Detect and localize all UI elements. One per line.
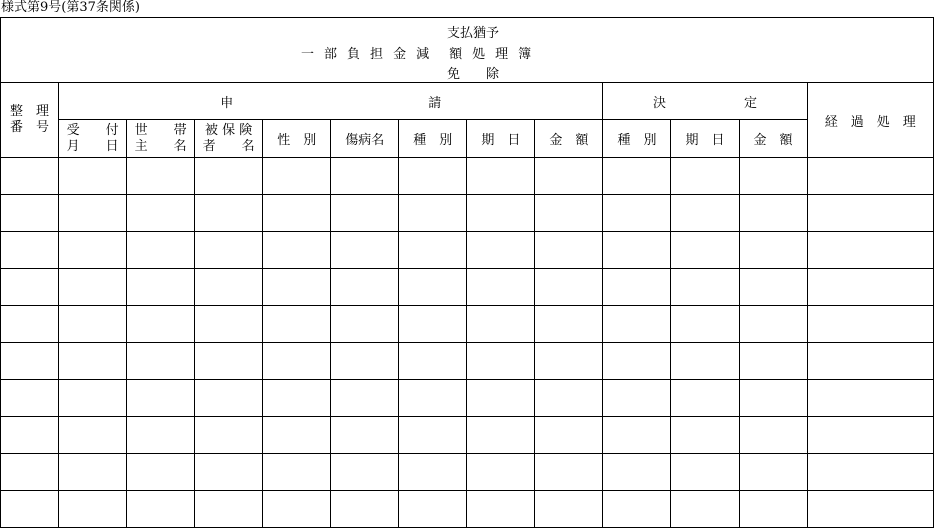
- table-cell: [127, 454, 195, 491]
- header-seibetsu: 性 別: [263, 120, 331, 158]
- table-cell: [671, 195, 739, 232]
- header-shobyomei: 傷病名: [331, 120, 399, 158]
- table-cell: [399, 454, 467, 491]
- header-kijitsu-shinsei: 期 日: [467, 120, 535, 158]
- table-row: [1, 195, 934, 232]
- table-cell: [331, 195, 399, 232]
- table-cell: [263, 454, 331, 491]
- table-cell: [1, 417, 59, 454]
- title-cell: [1, 18, 934, 83]
- table-cell: [603, 306, 671, 343]
- table-cell: [603, 158, 671, 195]
- table-row: [1, 269, 934, 306]
- table-cell: [1, 343, 59, 380]
- table-cell: [807, 306, 933, 343]
- table-cell: [195, 158, 263, 195]
- table-cell: [59, 417, 127, 454]
- table-cell: [263, 269, 331, 306]
- table-cell: [739, 232, 807, 269]
- table-cell: [331, 491, 399, 528]
- table-cell: [195, 491, 263, 528]
- table-cell: [467, 491, 535, 528]
- table-cell: [467, 343, 535, 380]
- table-cell: [59, 380, 127, 417]
- table-cell: [195, 417, 263, 454]
- table-cell: [263, 232, 331, 269]
- table-cell: [399, 269, 467, 306]
- table-cell: [535, 232, 603, 269]
- table-cell: [195, 306, 263, 343]
- table-cell: [263, 380, 331, 417]
- table-cell: [195, 195, 263, 232]
- table-cell: [739, 195, 807, 232]
- table-cell: [195, 232, 263, 269]
- table-cell: [603, 269, 671, 306]
- table-row: [1, 158, 934, 195]
- table-cell: [535, 306, 603, 343]
- table-cell: [399, 343, 467, 380]
- table-cell: [603, 417, 671, 454]
- table-cell: [127, 417, 195, 454]
- table-cell: [127, 158, 195, 195]
- table-row: [1, 380, 934, 417]
- header-kijitsu-kettei: 期 日: [671, 120, 739, 158]
- table-row: [1, 454, 934, 491]
- header-keika-shori: 経 過 処 理: [807, 83, 933, 158]
- table-cell: [671, 380, 739, 417]
- table-cell: [739, 158, 807, 195]
- table-cell: [535, 491, 603, 528]
- table-cell: [127, 343, 195, 380]
- table-row: [1, 417, 934, 454]
- table-cell: [739, 454, 807, 491]
- table-cell: [263, 306, 331, 343]
- table-cell: [671, 491, 739, 528]
- table-cell: [127, 306, 195, 343]
- table-cell: [671, 232, 739, 269]
- table-cell: [467, 195, 535, 232]
- table-cell: [59, 232, 127, 269]
- table-cell: [807, 380, 933, 417]
- header-shubetsu-kettei: 種 別: [603, 120, 671, 158]
- table-cell: [399, 380, 467, 417]
- table-cell: [807, 195, 933, 232]
- header-hihokensha: 被 保 険 者 名: [195, 120, 263, 158]
- table-cell: [467, 380, 535, 417]
- table-cell: [807, 491, 933, 528]
- table-cell: [331, 343, 399, 380]
- table-cell: [535, 380, 603, 417]
- table-cell: [59, 158, 127, 195]
- table-cell: [59, 343, 127, 380]
- table-cell: [671, 343, 739, 380]
- table-cell: [535, 454, 603, 491]
- table-row: [1, 491, 934, 528]
- table-cell: [263, 343, 331, 380]
- table-cell: [127, 380, 195, 417]
- table-cell: [399, 491, 467, 528]
- table-cell: [127, 269, 195, 306]
- table-row: [1, 306, 934, 343]
- table-cell: [59, 491, 127, 528]
- table-cell: [807, 158, 933, 195]
- table-cell: [127, 195, 195, 232]
- table-cell: [467, 269, 535, 306]
- table-cell: [671, 158, 739, 195]
- table-cell: [603, 454, 671, 491]
- table-cell: [59, 454, 127, 491]
- table-cell: [263, 491, 331, 528]
- table-cell: [59, 269, 127, 306]
- table-cell: [535, 417, 603, 454]
- form-caption: 様式第9号(第37条関係): [1, 0, 140, 15]
- table-cell: [535, 195, 603, 232]
- table-cell: [535, 343, 603, 380]
- header-kingaku-shinsei: 金 額: [535, 120, 603, 158]
- table-cell: [331, 269, 399, 306]
- table-row: [1, 343, 934, 380]
- table-cell: [263, 195, 331, 232]
- table-cell: [671, 454, 739, 491]
- table-cell: [1, 454, 59, 491]
- table-cell: [399, 158, 467, 195]
- table-cell: [807, 343, 933, 380]
- title-line-3: 免 除: [447, 67, 500, 82]
- table-cell: [671, 417, 739, 454]
- header-setainushi: 世 帯 主 名: [127, 120, 195, 158]
- table-cell: [59, 195, 127, 232]
- table-cell: [807, 232, 933, 269]
- table-cell: [467, 158, 535, 195]
- table-cell: [671, 269, 739, 306]
- table-cell: [195, 343, 263, 380]
- table-cell: [399, 306, 467, 343]
- table-cell: [807, 269, 933, 306]
- table-cell: [807, 454, 933, 491]
- table-cell: [467, 417, 535, 454]
- table-cell: [535, 269, 603, 306]
- table-cell: [467, 232, 535, 269]
- table-cell: [1, 195, 59, 232]
- table-cell: [399, 417, 467, 454]
- table-cell: [331, 417, 399, 454]
- table-cell: [739, 269, 807, 306]
- table-cell: [535, 158, 603, 195]
- table-cell: [739, 380, 807, 417]
- table-cell: [331, 380, 399, 417]
- table-cell: [331, 158, 399, 195]
- table-cell: [603, 343, 671, 380]
- table-cell: [399, 232, 467, 269]
- title-line-2: 一 部 負 担 金 減 額 処 理 簿: [301, 47, 532, 62]
- table-cell: [739, 491, 807, 528]
- table-cell: [739, 343, 807, 380]
- table-cell: [127, 232, 195, 269]
- header-shubetsu-shinsei: 種 別: [399, 120, 467, 158]
- table-cell: [127, 491, 195, 528]
- table-cell: [1, 158, 59, 195]
- table-cell: [331, 306, 399, 343]
- table-cell: [263, 158, 331, 195]
- table-cell: [603, 195, 671, 232]
- table-cell: [603, 380, 671, 417]
- header-shinsei: 申 請: [59, 83, 603, 120]
- table-cell: [331, 232, 399, 269]
- header-uketsuke: 受 付 月 日: [59, 120, 127, 158]
- ledger-table: [0, 17, 934, 528]
- table-cell: [195, 380, 263, 417]
- table-cell: [603, 232, 671, 269]
- table-cell: [59, 306, 127, 343]
- title-line-1: 支払猶予: [447, 26, 500, 41]
- table-cell: [195, 269, 263, 306]
- table-cell: [399, 195, 467, 232]
- table-cell: [603, 491, 671, 528]
- header-seiri-bango: 整 理 番 号: [1, 83, 59, 158]
- header-kettei: 決 定: [603, 83, 807, 120]
- table-cell: [739, 417, 807, 454]
- table-cell: [739, 306, 807, 343]
- table-cell: [1, 306, 59, 343]
- table-cell: [263, 417, 331, 454]
- table-cell: [467, 454, 535, 491]
- table-cell: [1, 232, 59, 269]
- table-cell: [467, 306, 535, 343]
- header-kingaku-kettei: 金 額: [739, 120, 807, 158]
- table-cell: [1, 491, 59, 528]
- table-row: [1, 232, 934, 269]
- table-cell: [671, 306, 739, 343]
- table-cell: [1, 269, 59, 306]
- table-cell: [195, 454, 263, 491]
- table-cell: [807, 417, 933, 454]
- table-cell: [1, 380, 59, 417]
- table-cell: [331, 454, 399, 491]
